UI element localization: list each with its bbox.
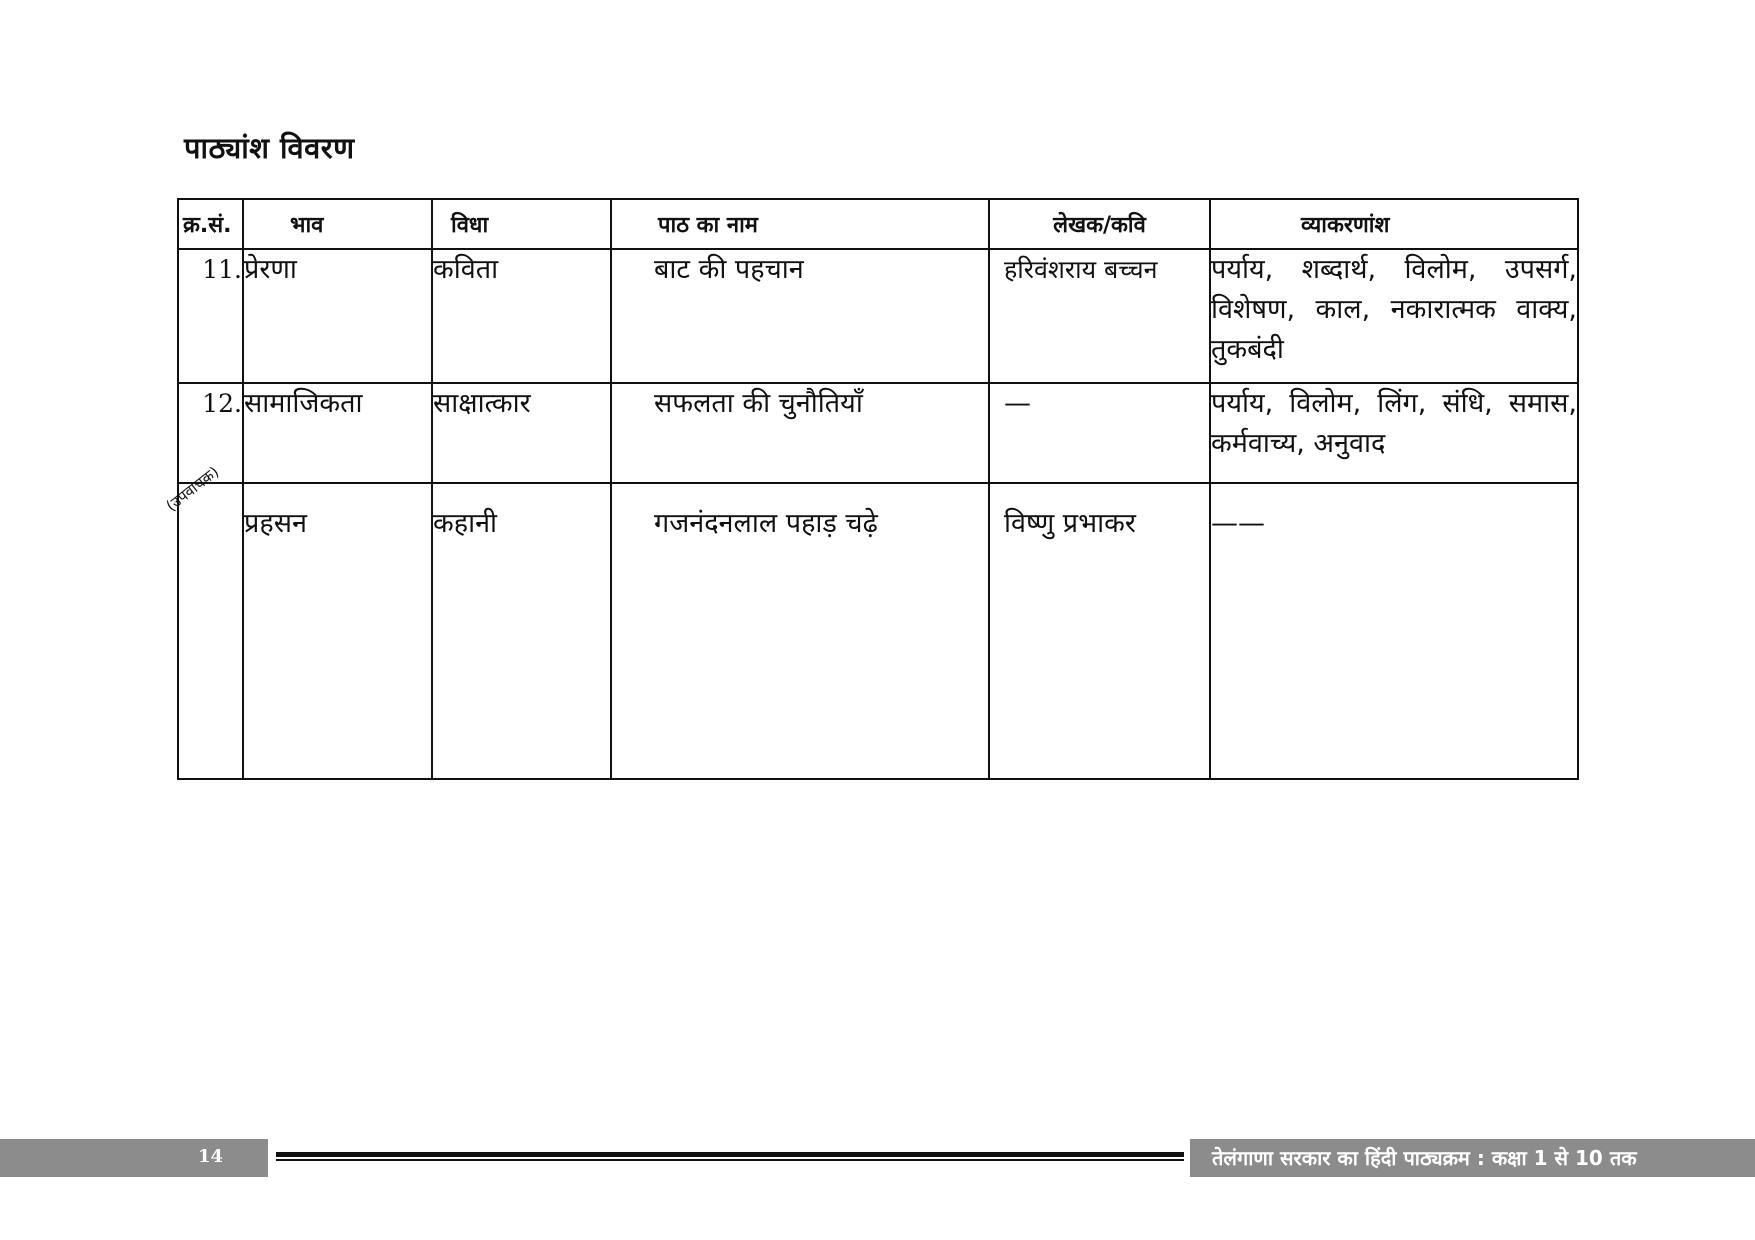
- row-path-name: सफलता की चुनौतियाँ: [611, 383, 989, 483]
- table-row: [178, 249, 1578, 383]
- footer-rule: [276, 1152, 1184, 1157]
- supplementary-reader-tag: (उपवाचक): [162, 462, 223, 515]
- row-grammar: पर्याय, विलोम, लिंग, संधि, समास, कर्मवाच्य, अनुवाद: [1210, 383, 1578, 483]
- header-grammar: व्याकरणांश: [1210, 199, 1578, 249]
- syllabus-table: [177, 198, 1579, 780]
- row-grammar: पर्याय, शब्दार्थ, विलोम, उपसर्ग, विशेषण, काल, नकारात्मक वाक्य, तुकबंदी: [1210, 249, 1578, 383]
- header-bhav: भाव: [243, 199, 432, 249]
- table-row: [178, 483, 1578, 779]
- page-number: 14: [198, 1146, 224, 1167]
- footer-rule-thin: [276, 1159, 1184, 1161]
- page-title: पाठ्यांश विवरण: [184, 131, 355, 165]
- row-serial: 11.: [178, 249, 243, 383]
- table-header-row: [178, 199, 1578, 249]
- row-author: हरिवंशराय बच्चन: [989, 249, 1210, 383]
- footer-title: तेलंगाणा सरकार का हिंदी पाठ्यक्रम : कक्षा 1 से 10 तक: [1212, 1146, 1637, 1170]
- row-author: —: [989, 383, 1210, 483]
- row-path-name: बाट की पहचान: [611, 249, 989, 383]
- row-serial: 12.: [178, 383, 243, 483]
- row-vidha: कविता: [432, 249, 611, 383]
- row-bhav: सामाजिकता: [243, 383, 432, 483]
- header-serial: क्र.सं.: [178, 199, 243, 249]
- row-serial: [178, 483, 243, 779]
- header-vidha: विधा: [432, 199, 611, 249]
- header-author: लेखक/कवि: [989, 199, 1210, 249]
- row-bhav: प्रेरणा: [243, 249, 432, 383]
- row-author: विष्णु प्रभाकर: [989, 483, 1210, 779]
- row-vidha: कहानी: [432, 483, 611, 779]
- row-path-name: गजनंदनलाल पहाड़ चढ़े: [611, 483, 989, 779]
- header-path-name: पाठ का नाम: [611, 199, 989, 249]
- row-grammar: ——: [1210, 483, 1578, 779]
- table-row: [178, 383, 1578, 483]
- row-vidha: साक्षात्कार: [432, 383, 611, 483]
- row-bhav: प्रहसन: [243, 483, 432, 779]
- footer-left-bar: [0, 1139, 268, 1177]
